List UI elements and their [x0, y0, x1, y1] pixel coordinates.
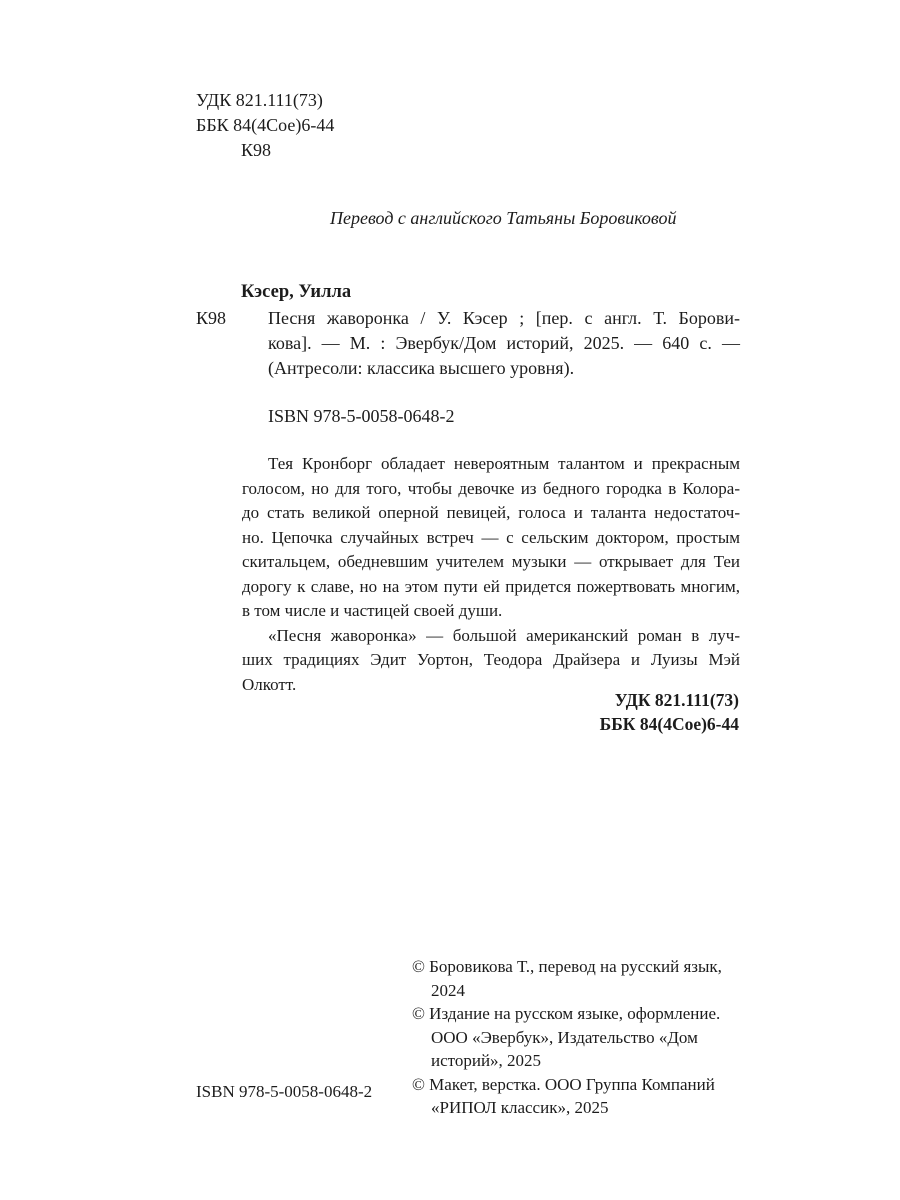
annotation-line: до стать великой оперной певицей, голоса и таланта недостаточ-: [242, 503, 740, 522]
header-author-mark: К98: [241, 140, 272, 160]
description-line: кова]. — М. : Эвербук/Дом историй, 2025. — 640 с. —: [268, 333, 740, 353]
copyright-block: [412, 955, 752, 1120]
catalog-description: [268, 306, 740, 381]
header-udk: УДК 821.111(73): [196, 90, 323, 110]
annotation: [242, 452, 740, 697]
catalog-author: Кэсер, Уилла: [241, 282, 352, 302]
catalog-side-mark: К98: [196, 308, 227, 328]
catalog-isbn: ISBN 978-5-0058-0648-2: [268, 406, 455, 426]
annotation-line: но. Цепочка случайных встреч — с сельским доктором, простым: [242, 527, 740, 547]
annotation-line: голосом, но для того, чтобы девочке из бедного городка в Колора-: [242, 478, 740, 498]
annotation-line: ших традициях Эдит Уортон, Теодора Драйзера и Луизы Мэй: [242, 650, 740, 669]
header-bbk: ББК 84(4Сое)6-44: [196, 115, 335, 135]
copyright-layout: © Макет, верстка. ООО Группа Компаний «РИПОЛ классик», 2025: [412, 1074, 715, 1117]
copyright-edition: © Издание на русском языке, оформление. ООО «Эвербук», Издательство «Дом историй», 2025: [412, 1004, 721, 1070]
footer-bbk: ББК 84(4Сое)6-44: [599, 714, 739, 734]
annotation-line: в том числе и частицей своей души.: [242, 601, 503, 620]
bottom-isbn: ISBN 978-5-0058-0648-2: [196, 1082, 373, 1101]
annotation-line: Тея Кронборг обладает невероятным талантом и прекрасным: [268, 454, 740, 473]
footer-udk: УДК 821.111(73): [614, 690, 739, 710]
annotation-line: дорогу к славе, но на этом пути ей придется пожертвовать многим,: [242, 576, 740, 596]
annotation-line: скитальцем, обедневшим учителем музыки — открывает для Теи: [242, 552, 740, 571]
description-line: Песня жаворонка / У. Кэсер ; [пер. с англ. Т. Борови-: [268, 308, 740, 328]
copyright-translation: © Боровикова Т., перевод на русский язык, 2024: [412, 957, 722, 1000]
translator-note: Перевод с английского Татьяны Боровиковой: [330, 208, 677, 228]
description-line: (Антресоли: классика высшего уровня).: [268, 358, 575, 378]
annotation-line: «Песня жаворонка» — большой американский роман в луч-: [268, 625, 740, 645]
annotation-line: Олкотт.: [242, 674, 297, 694]
